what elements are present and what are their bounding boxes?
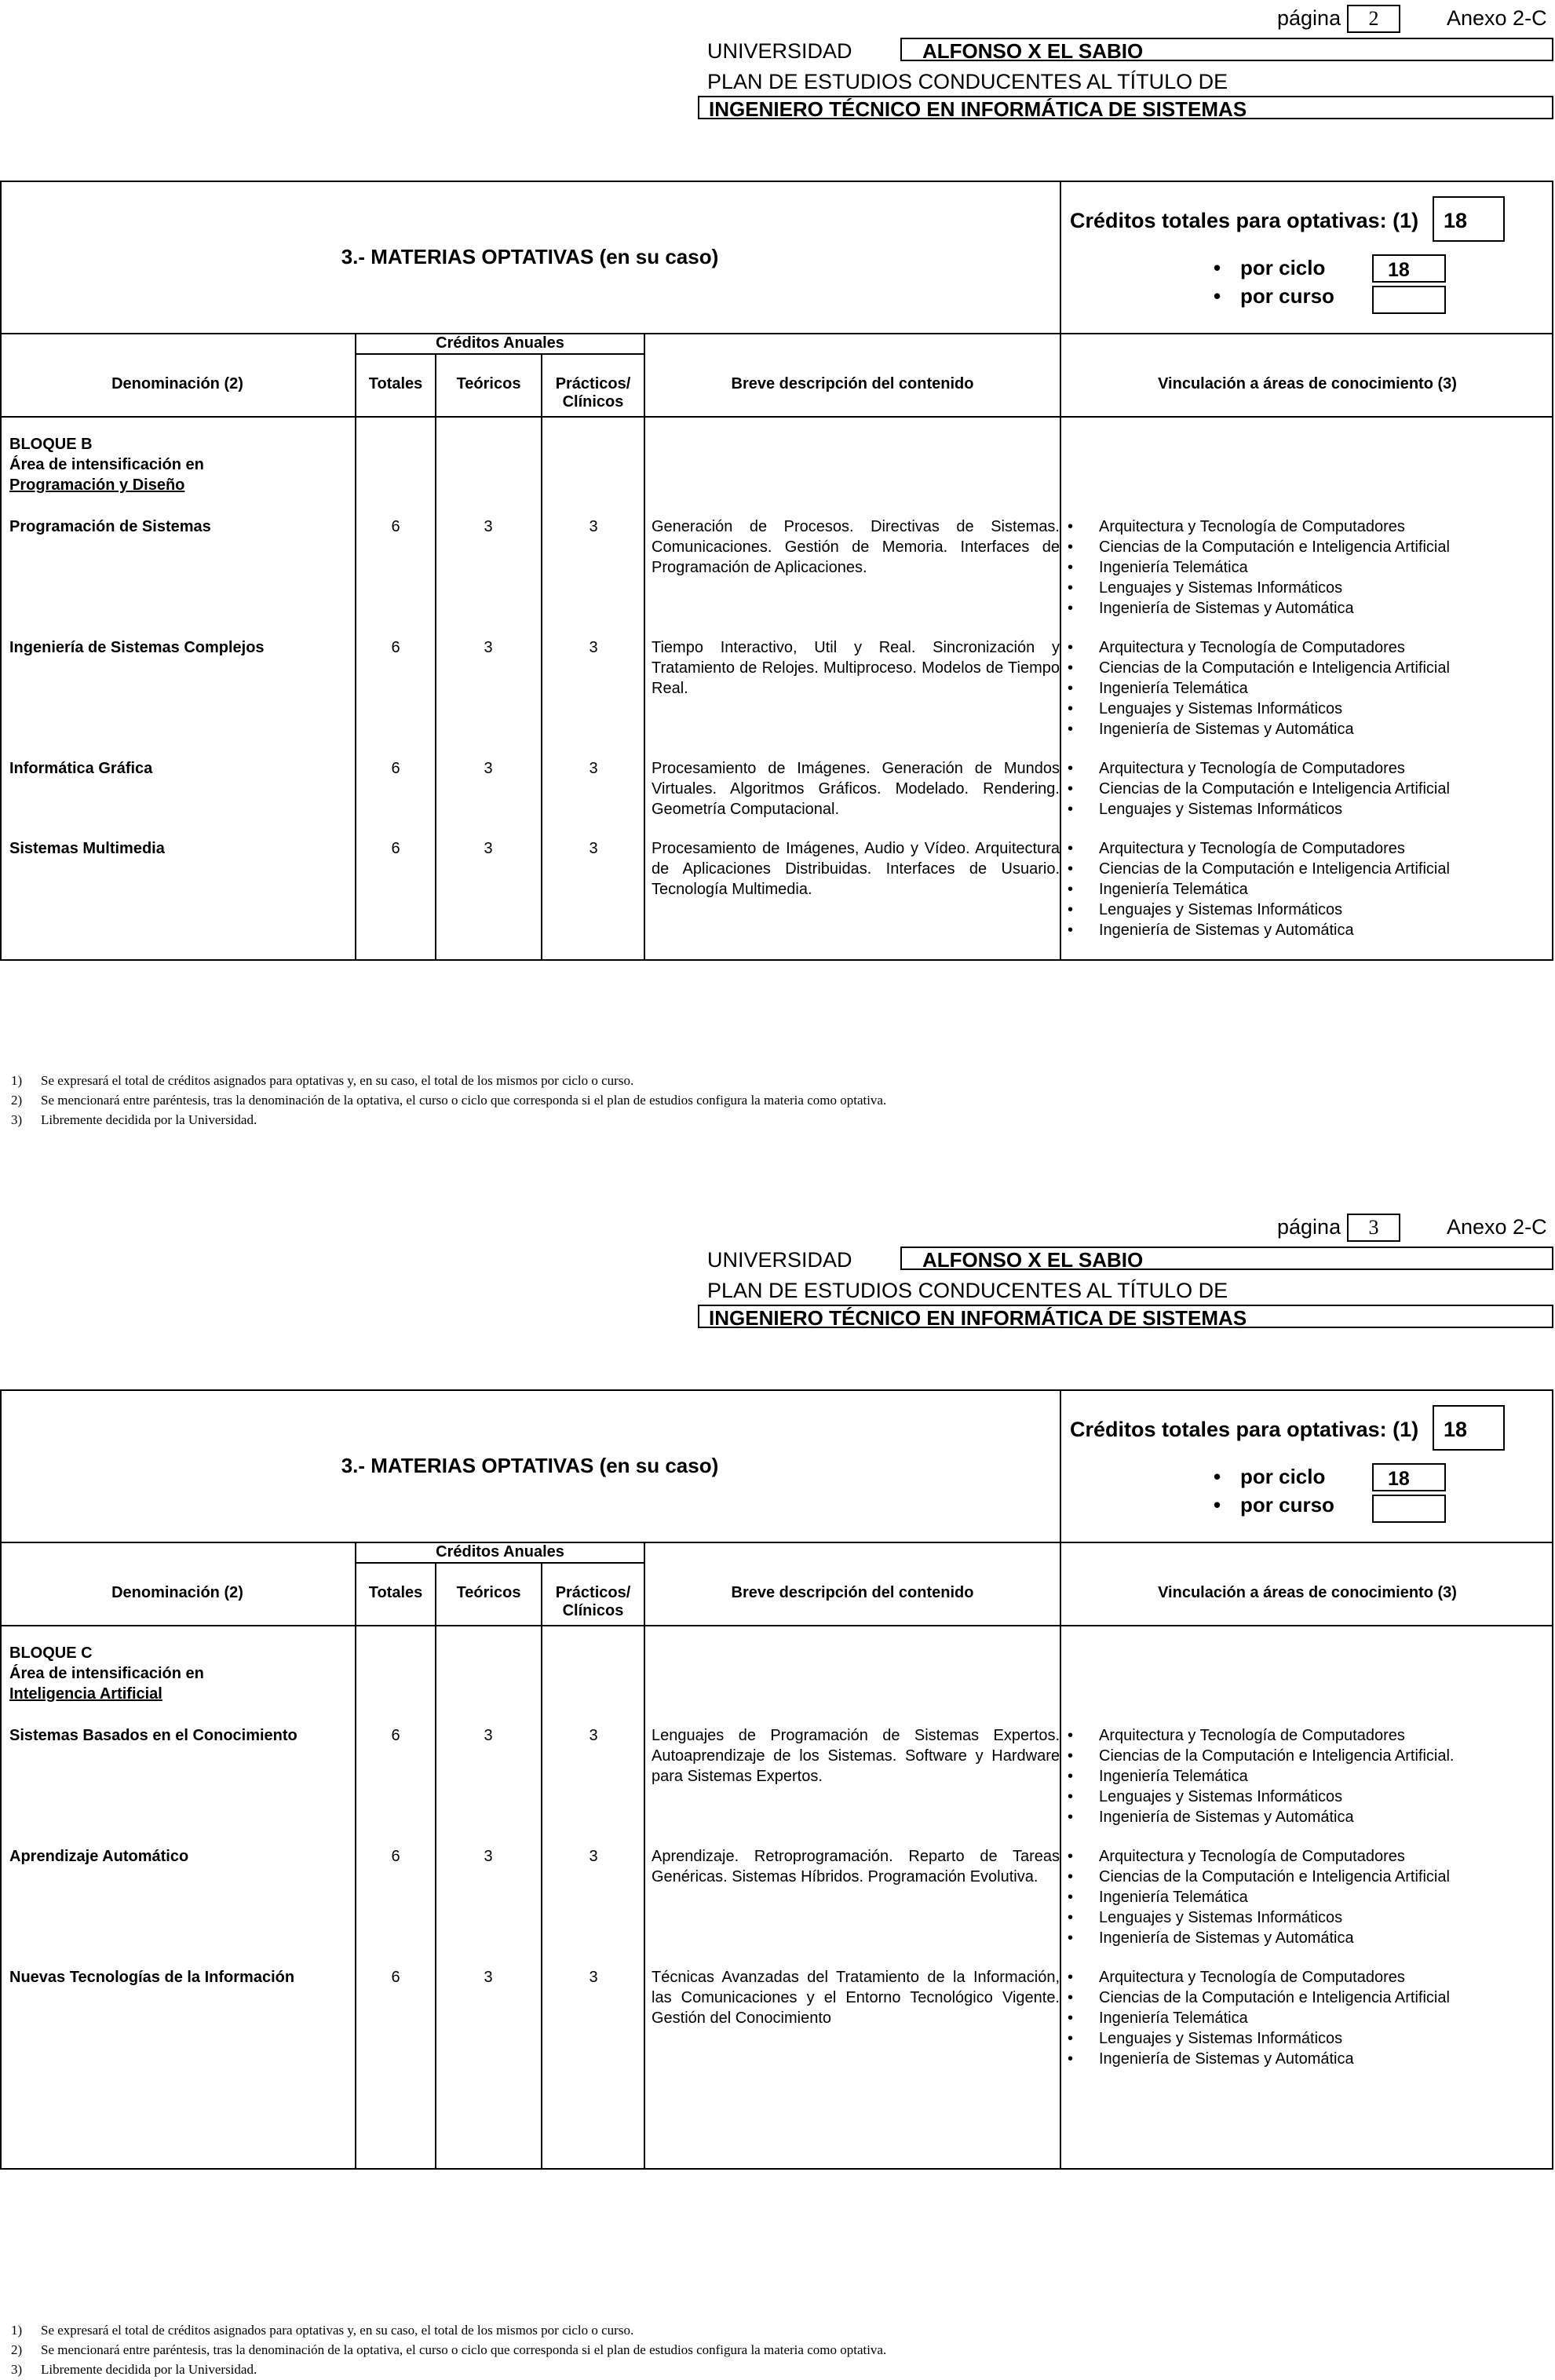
- por-ciclo-value: 18: [1372, 1463, 1446, 1491]
- area-item: • Arquitectura y Tecnología de Computadores: [1061, 1967, 1450, 1988]
- area-item: • Ciencias de la Computación e Inteligencia Artificial: [1061, 1867, 1450, 1887]
- materia-descripcion: Lenguajes de Programación de Sistemas Expertos. Autoaprendizaje de los Sistemas. Software y Hardware para Sistemas Expertos.: [652, 1727, 1060, 1785]
- creditos-totales-value: 18: [1433, 196, 1505, 242]
- footnote-number: 2): [11, 2342, 23, 2357]
- por-ciclo-row: • por ciclo: [1214, 256, 1326, 279]
- areas-list: [1061, 838, 1450, 940]
- areas-list: [1061, 758, 1450, 819]
- materia-name: Sistemas Multimedia: [9, 840, 165, 857]
- universidad-name: ALFONSO X EL SABIO: [900, 1247, 1553, 1270]
- materia-descripcion: Técnicas Avanzadas del Tratamiento de la Información, las Comunicaciones y el Entorno Tecnológico Vigente. Gestión del Conocimiento: [652, 1969, 1060, 2027]
- materia-name: Sistemas Basados en el Conocimiento: [9, 1727, 297, 1744]
- area-item: • Arquitectura y Tecnología de Computadores: [1061, 838, 1450, 859]
- materia-descripcion: Procesamiento de Imágenes. Generación de Mundos Virtuales. Algoritmos Gráficos. Modelado. Rendering. Geometría Computacional.: [652, 760, 1060, 818]
- footnote: [11, 1071, 886, 1090]
- titulo-name: INGENIERO TÉCNICO EN INFORMÁTICA DE SISTEMAS: [698, 1305, 1553, 1328]
- header-denominacion: Denominación (2): [111, 1584, 243, 1601]
- header-creditos-anuales: Créditos Anuales: [436, 334, 564, 352]
- area-item: • Ingeniería de Sistemas y Automática: [1061, 719, 1450, 739]
- area-label: Área de intensificación en: [9, 1665, 204, 1682]
- area-name: Programación y Diseño: [9, 476, 185, 494]
- area-name: Inteligencia Artificial: [9, 1685, 162, 1703]
- creditos-teoricos: 3: [484, 760, 493, 777]
- por-ciclo-value: 18: [1372, 254, 1446, 283]
- creditos-teoricos: 3: [484, 639, 493, 656]
- por-ciclo-row: • por ciclo: [1214, 1465, 1326, 1488]
- creditos-teoricos: 3: [484, 840, 493, 857]
- area-item: • Arquitectura y Tecnología de Computadores: [1061, 758, 1450, 779]
- creditos-teoricos: 3: [484, 1848, 493, 1865]
- creditos-totales: 6: [391, 760, 400, 777]
- area-label: Área de intensificación en: [9, 456, 204, 473]
- materia-name: Nuevas Tecnologías de la Información: [9, 1969, 295, 1986]
- header-denominacion: Denominación (2): [111, 375, 243, 392]
- por-curso-value: [1372, 286, 1446, 314]
- header-vinculacion: Vinculación a áreas de conocimiento (3): [1158, 1584, 1457, 1601]
- por-curso-row: • por curso: [1214, 1493, 1334, 1517]
- materia-descripcion: Procesamiento de Imágenes, Audio y Vídeo. Arquitectura de Aplicaciones Distribuidas. Interfaces de Usuario. Tecnología Multimedia.: [652, 840, 1060, 898]
- header-descripcion: Breve descripción del contenido: [731, 1584, 974, 1601]
- area-item: • Lenguajes y Sistemas Informáticos: [1061, 2028, 1450, 2049]
- pagina-label: página: [1277, 1215, 1341, 1239]
- creditos-teoricos: 3: [484, 518, 493, 535]
- footnotes: [11, 2320, 886, 2379]
- area-item: • Ciencias de la Computación e Inteligencia Artificial: [1061, 859, 1450, 879]
- header-vinculacion: Vinculación a áreas de conocimiento (3): [1158, 375, 1457, 392]
- universidad-label: UNIVERSIDAD: [707, 39, 852, 63]
- area-item: • Ciencias de la Computación e Inteligencia Artificial: [1061, 779, 1450, 799]
- areas-list: [1061, 517, 1450, 619]
- area-item: • Lenguajes y Sistemas Informáticos: [1061, 578, 1450, 598]
- materia-name: Programación de Sistemas: [9, 518, 211, 535]
- creditos-teoricos: 3: [484, 1727, 493, 1744]
- materia-descripcion: Generación de Procesos. Directivas de Sistemas. Comunicaciones. Gestión de Memoria. Interfaces de Programación de Aplicaciones.: [652, 518, 1060, 576]
- area-item: • Ciencias de la Computación e Inteligencia Artificial: [1061, 537, 1450, 557]
- area-item: • Ingeniería de Sistemas y Automática: [1061, 2049, 1450, 2069]
- area-item: • Lenguajes y Sistemas Informáticos: [1061, 1787, 1454, 1807]
- area-item: • Ingeniería Telemática: [1061, 879, 1450, 900]
- anexo-label: Anexo 2-C: [1447, 6, 1547, 30]
- creditos-practicos: 3: [589, 639, 598, 656]
- area-item: • Lenguajes y Sistemas Informáticos: [1061, 1907, 1450, 1928]
- creditos-practicos: 3: [589, 1969, 598, 1986]
- header-totales: Totales: [368, 375, 423, 392]
- header-descripcion: Breve descripción del contenido: [731, 375, 974, 392]
- creditos-practicos: 3: [589, 1727, 598, 1744]
- anexo-label: Anexo 2-C: [1447, 1215, 1547, 1239]
- creditos-practicos: 3: [589, 760, 598, 777]
- header-practicos: Prácticos/ Clínicos: [555, 375, 631, 411]
- creditos-totales: 6: [391, 518, 400, 535]
- header-creditos-anuales: Créditos Anuales: [436, 1543, 564, 1561]
- creditos-totales: 6: [391, 1848, 400, 1865]
- area-item: • Ingeniería Telemática: [1061, 557, 1450, 578]
- section-title: 3.- MATERIAS OPTATIVAS (en su caso): [341, 1454, 719, 1477]
- creditos-totales: 6: [391, 840, 400, 857]
- por-curso-row: • por curso: [1214, 284, 1334, 308]
- area-item: • Arquitectura y Tecnología de Computadores: [1061, 637, 1450, 658]
- section-title: 3.- MATERIAS OPTATIVAS (en su caso): [341, 245, 719, 268]
- pagina-number: 2: [1347, 5, 1400, 33]
- footnote-text: Se mencionará entre paréntesis, tras la denominación de la optativa, el curso o ciclo que corresponda si el plan de estudios configura la materia como optativa.: [41, 2342, 887, 2357]
- header-totales: Totales: [368, 1584, 423, 1601]
- creditos-totales-label: Créditos totales para optativas: (1): [1070, 209, 1419, 232]
- footnote: [11, 2320, 886, 2340]
- creditos-practicos: 3: [589, 518, 598, 535]
- plan-label: PLAN DE ESTUDIOS CONDUCENTES AL TÍTULO DE: [707, 1279, 1228, 1302]
- areas-list: [1061, 1725, 1454, 1827]
- footnotes: [11, 1071, 886, 1130]
- pagina-label: página: [1277, 6, 1341, 30]
- area-item: • Ingeniería de Sistemas y Automática: [1061, 598, 1450, 619]
- footnote-number: 3): [11, 1112, 23, 1127]
- area-item: • Ingeniería de Sistemas y Automática: [1061, 920, 1450, 940]
- pagina-number: 3: [1347, 1214, 1400, 1242]
- footnote-number: 1): [11, 2323, 23, 2338]
- creditos-totales-value: 18: [1433, 1405, 1505, 1451]
- header-teoricos: Teóricos: [456, 1584, 521, 1601]
- creditos-practicos: 3: [589, 840, 598, 857]
- footnote-number: 1): [11, 1073, 23, 1088]
- universidad-label: UNIVERSIDAD: [707, 1248, 852, 1272]
- header-teoricos: Teóricos: [456, 375, 521, 392]
- area-item: • Lenguajes y Sistemas Informáticos: [1061, 699, 1450, 719]
- universidad-name: ALFONSO X EL SABIO: [900, 38, 1553, 61]
- area-item: • Ingeniería de Sistemas y Automática: [1061, 1807, 1454, 1827]
- footnote-text: Se expresará el total de créditos asignados para optativas y, en su caso, el total de los mismos por ciclo o curso.: [41, 1073, 634, 1088]
- creditos-totales-label: Créditos totales para optativas: (1): [1070, 1418, 1419, 1441]
- creditos-teoricos: 3: [484, 1969, 493, 1986]
- footnote: [11, 2340, 886, 2360]
- footnote-text: Se mencionará entre paréntesis, tras la denominación de la optativa, el curso o ciclo que corresponda si el plan de estudios configura la materia como optativa.: [41, 1093, 887, 1108]
- footnote-number: 3): [11, 2362, 23, 2377]
- area-item: • Lenguajes y Sistemas Informáticos: [1061, 900, 1450, 920]
- footnote-number: 2): [11, 1093, 23, 1108]
- footnote-text: Se expresará el total de créditos asignados para optativas y, en su caso, el total de los mismos por ciclo o curso.: [41, 2323, 634, 2338]
- footnote: [11, 1090, 886, 1110]
- creditos-totales: 6: [391, 639, 400, 656]
- footnote-text: Libremente decidida por la Universidad.: [41, 1112, 257, 1127]
- materia-name: Informática Gráfica: [9, 760, 153, 777]
- area-item: • Arquitectura y Tecnología de Computadores: [1061, 1846, 1450, 1867]
- area-item: • Ingeniería Telemática: [1061, 2008, 1450, 2028]
- areas-list: [1061, 637, 1450, 739]
- document-page: [0, 0, 1555, 1171]
- materia-descripcion: Tiempo Interactivo, Util y Real. Sincronización y Tratamiento de Relojes. Multiproceso. Modelos de Tiempo Real.: [652, 639, 1060, 697]
- document-page: [0, 1209, 1555, 2380]
- area-item: • Arquitectura y Tecnología de Computadores: [1061, 1725, 1454, 1746]
- creditos-practicos: 3: [589, 1848, 598, 1865]
- materia-descripcion: Aprendizaje. Retroprogramación. Reparto de Tareas Genéricas. Sistemas Híbridos. Programación Evolutiva.: [652, 1848, 1060, 1885]
- area-item: • Ingeniería Telemática: [1061, 678, 1450, 699]
- plan-label: PLAN DE ESTUDIOS CONDUCENTES AL TÍTULO DE: [707, 70, 1228, 93]
- area-item: • Ciencias de la Computación e Inteligencia Artificial: [1061, 658, 1450, 678]
- footnote-text: Libremente decidida por la Universidad.: [41, 2362, 257, 2377]
- area-item: • Ciencias de la Computación e Inteligencia Artificial.: [1061, 1746, 1454, 1766]
- creditos-totales: 6: [391, 1727, 400, 1744]
- area-item: • Lenguajes y Sistemas Informáticos: [1061, 799, 1450, 819]
- area-item: • Ingeniería Telemática: [1061, 1887, 1450, 1907]
- area-item: • Ciencias de la Computación e Inteligencia Artificial: [1061, 1988, 1450, 2008]
- materia-name: Aprendizaje Automático: [9, 1848, 189, 1865]
- titulo-name: INGENIERO TÉCNICO EN INFORMÁTICA DE SISTEMAS: [698, 96, 1553, 119]
- area-item: • Ingeniería de Sistemas y Automática: [1061, 1928, 1450, 1948]
- area-item: • Arquitectura y Tecnología de Computadores: [1061, 517, 1450, 537]
- creditos-totales: 6: [391, 1969, 400, 1986]
- por-curso-value: [1372, 1495, 1446, 1523]
- bloque-label: BLOQUE C: [9, 1644, 93, 1662]
- areas-list: [1061, 1967, 1450, 2069]
- header-practicos: Prácticos/ Clínicos: [555, 1584, 631, 1619]
- areas-list: [1061, 1846, 1450, 1948]
- footnote: [11, 2360, 886, 2379]
- footnote: [11, 1110, 886, 1130]
- materia-name: Ingeniería de Sistemas Complejos: [9, 639, 265, 656]
- area-item: • Ingeniería Telemática: [1061, 1766, 1454, 1787]
- bloque-label: BLOQUE B: [9, 436, 93, 453]
